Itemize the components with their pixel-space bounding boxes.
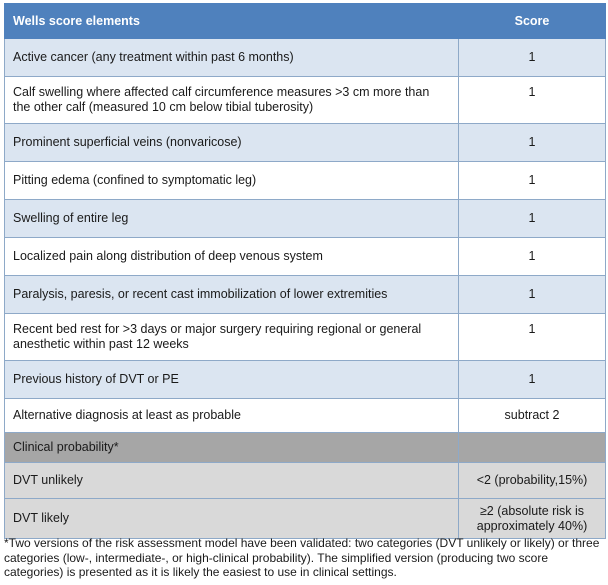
criterion-text: Recent bed rest for >3 days or major surgery requiring regional or general anesthetic within past 12 weeks xyxy=(5,314,459,361)
table-row xyxy=(5,200,606,238)
probability-score: ≥2 (absolute risk is approximately 40%) xyxy=(459,499,606,539)
criterion-text: Paralysis, paresis, or recent cast immobilization of lower extremities xyxy=(5,276,459,314)
header-elements: Wells score elements xyxy=(5,4,459,39)
table-row xyxy=(5,162,606,200)
table-row xyxy=(5,463,606,499)
criterion-score: 1 xyxy=(459,39,606,77)
probability-text: DVT unlikely xyxy=(5,463,459,499)
criterion-text: Prominent superficial veins (nonvaricose) xyxy=(5,124,459,162)
criterion-text: Calf swelling where affected calf circumference measures >3 cm more than the other calf (measured 10 cm below tibial tuberosity) xyxy=(5,77,459,124)
criterion-score: subtract 2 xyxy=(459,399,606,433)
table-row xyxy=(5,314,606,361)
criterion-score: 1 xyxy=(459,238,606,276)
table-row xyxy=(5,499,606,539)
probability-section-blank xyxy=(459,433,606,463)
table-row xyxy=(5,39,606,77)
criterion-score: 1 xyxy=(459,162,606,200)
probability-text: DVT likely xyxy=(5,499,459,539)
criterion-text: Swelling of entire leg xyxy=(5,200,459,238)
criterion-text: Active cancer (any treatment within past 6 months) xyxy=(5,39,459,77)
footnote: *Two versions of the risk assessment model have been validated: two categories (DVT unlikely or likely) or three categories (low-, intermediate-, or high-clinical probability). The simplified version (producing two score categories) is presented as it is likely the easiest to use in clinical settings. xyxy=(4,536,600,579)
table-row xyxy=(5,238,606,276)
probability-section-row xyxy=(5,433,606,463)
criterion-score: 1 xyxy=(459,200,606,238)
table-row xyxy=(5,276,606,314)
table-header-row xyxy=(5,4,606,39)
criterion-score: 1 xyxy=(459,124,606,162)
criterion-score: 1 xyxy=(459,276,606,314)
table-row xyxy=(5,361,606,399)
table-row xyxy=(5,77,606,124)
probability-score: <2 (probability,15%) xyxy=(459,463,606,499)
table-row xyxy=(5,124,606,162)
wells-score-table xyxy=(4,3,606,539)
criterion-text: Alternative diagnosis at least as probable xyxy=(5,399,459,433)
criterion-text: Localized pain along distribution of deep venous system xyxy=(5,238,459,276)
criterion-text: Previous history of DVT or PE xyxy=(5,361,459,399)
probability-section-title: Clinical probability* xyxy=(5,433,459,463)
criterion-score: 1 xyxy=(459,77,606,124)
criterion-score: 1 xyxy=(459,314,606,361)
table-row xyxy=(5,399,606,433)
header-score: Score xyxy=(459,4,606,39)
criterion-text: Pitting edema (confined to symptomatic leg) xyxy=(5,162,459,200)
criterion-score: 1 xyxy=(459,361,606,399)
